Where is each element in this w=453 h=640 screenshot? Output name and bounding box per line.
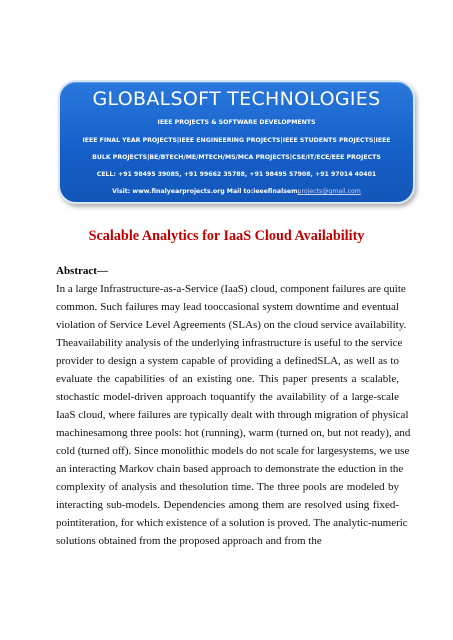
abstract-line: interacting sub-models. Dependencies among them are resolved using fixed- [56,499,399,511]
email-link[interactable]: projects@gmail.com [297,188,361,195]
abstract-line: violation of Service Level Agreements (SLAs) on the cloud service availability. [56,319,407,331]
abstract-line: stochastic model-driven approach toquantify the availability of a large-scale [56,391,399,403]
document-title: Scalable Analytics for IaaS Cloud Availability [88,228,365,244]
abstract-line: solutions obtained from the proposed approach and from the [56,535,322,547]
abstract-line: pointiteration, for which existence of a solution is proved. The analytic-numeric [56,517,408,529]
banner-contact-web-mail [60,188,413,195]
abstract-line: complexity of analysis and thesolution time. The three pools are modeled by [56,481,399,493]
company-name: GLOBALSOFT TECHNOLOGIES [92,88,381,110]
banner-contact-phones: CELL: +91 98495 39085, +91 99662 35788, +91 98495 57908, +91 97014 40401 [96,171,377,178]
company-banner [58,80,415,204]
abstract-line: common. Such failures may lead tooccasional system downtime and eventual [56,301,399,313]
abstract-line: evaluate the capabilities of an existing one. This paper presents a scalable, [56,373,399,385]
abstract-line: machinesamong three pools: hot (running), warm (turned on, but not ready), and [56,427,411,439]
abstract-line: Theavailability analysis of the underlying infrastructure is useful to the service [56,337,403,349]
banner-tagline: IEEE PROJECTS & SOFTWARE DEVELOPMENTS [157,119,316,126]
abstract-line: an interacting Markov chain based approach to demonstrate the eduction in the [56,463,404,475]
abstract-line: provider to design a system capable of providing a definedSLA, as well as to [56,355,399,367]
banner-visit-text: Visit: www.finalyearprojects.org Mail to:ieeefinalsem [112,188,298,195]
abstract-line: IaaS cloud, where failures are typically dealt with through migration of physical [56,409,409,421]
abstract-line: cold (turned off). Since monolithic models do not scale for largesystems, we use [56,445,410,457]
abstract-line: In a large Infrastructure-as-a-Service (IaaS) cloud, component failures are quite [56,283,406,295]
banner-projects-line-1: IEEE FINAL YEAR PROJECTS|IEEE ENGINEERING PROJECTS|IEEE STUDENTS PROJECTS|IEEE [82,137,391,144]
abstract-heading: Abstract— [56,265,108,277]
banner-projects-line-2: BULK PROJECTS|BE/BTECH/ME/MTECH/MS/MCA PROJECTS|CSE/IT/ECE/EEE PROJECTS [92,154,381,161]
